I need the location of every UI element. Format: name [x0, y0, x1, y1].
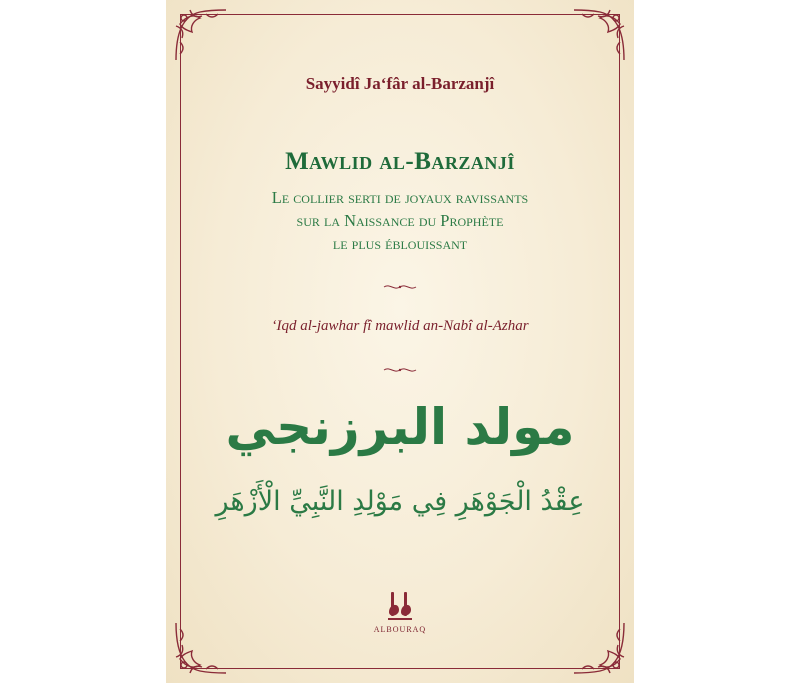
ornament-corner-icon	[568, 4, 630, 66]
ornament-corner-icon	[170, 4, 232, 66]
albouraq-logo-icon	[385, 590, 415, 622]
divider-flourish-icon	[382, 282, 418, 292]
divider-flourish-icon	[382, 365, 418, 375]
subtitle-line-1: Le collier serti de joyaux ravissants	[271, 188, 529, 207]
arabic-title: مولد البرزنجي	[225, 398, 575, 456]
arabic-subtitle: عِقْدُ الْجَوْهَرِ فِي مَوْلِدِ النَّبِيِّ الْأَزْهَرِ	[215, 486, 585, 517]
cover-frame	[180, 14, 620, 669]
book-cover	[166, 0, 634, 683]
subtitle-line-3: le plus éblouissant	[332, 234, 468, 253]
subtitle-line-2: sur la Naissance du Prophète	[296, 211, 504, 230]
publisher-name: ALBOURAQ	[373, 625, 427, 634]
author-name: Sayyidî Ja‘fâr al-Barzanjî	[305, 74, 495, 93]
book-title: Mawlid al-Barzanjî	[285, 148, 515, 175]
transliteration: ‘Iqd al-jawhar fî mawlid an-Nabî al-Azhar	[271, 318, 529, 334]
